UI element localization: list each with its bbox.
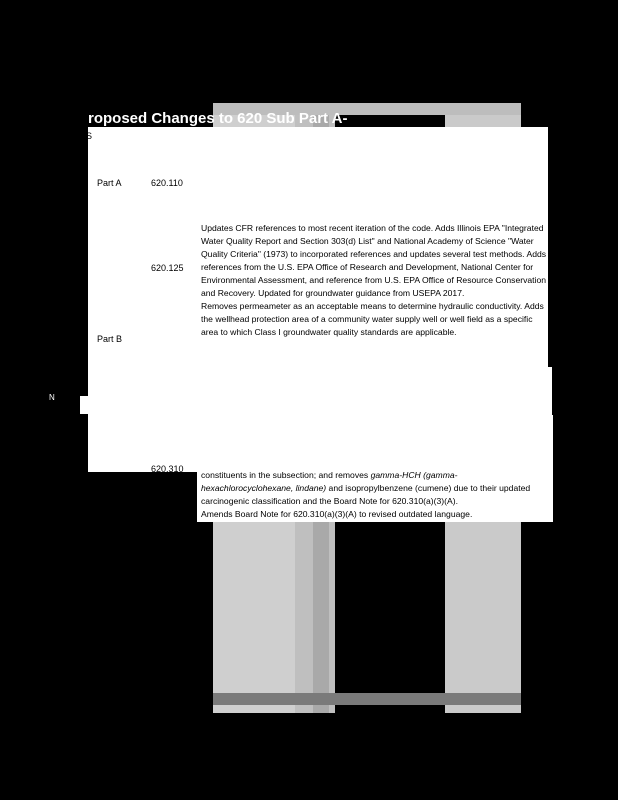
side-marker: N	[49, 393, 55, 402]
slide-title: roposed Changes to 620 Sub Part A-	[88, 110, 348, 127]
stray-letter: S	[86, 131, 93, 141]
description-text: constituents in the subsection; and removes	[201, 470, 371, 480]
description-text: Removes permeameter as an acceptable means to determine hydraulic conductivity. Adds the wellhead protection area of a community water supply well or well field as a specific area to which Class I groundwater quality standards are applicable.	[201, 301, 544, 337]
change-description	[201, 222, 547, 339]
description-italic: gamma-HCH (gamma-hexachlorocyclohexane, lindane)	[201, 470, 458, 493]
white-strip	[548, 367, 552, 415]
description-text: Updates CFR references to most recent iteration of the code. Adds Illinois EPA "Integrated Water Quality Report and Section 303(d) List" and National Academy of Science "Water Quality Criteria" (1973) to incorporated references and updates several test methods. Adds references from the U.S. EPA Office of Research and Development, National Center for Environmental Assessment, and reference from U.S. EPA Office of Resource Conservation and Recovery. Updated for groundwater guidance from USEPA 2017.	[201, 223, 547, 298]
description-text: Amends Board Note for 620.310(a)(3)(A) to revised outdated language.	[201, 509, 473, 519]
background-scrollbar	[213, 693, 521, 705]
part-label: Part A	[97, 178, 122, 188]
part-label: Part B	[97, 334, 123, 344]
description-text: and isopropylbenzene (cumene) due to their updated carcinogenic classification and the Board Note for 620.310(a)(3)(A).	[201, 483, 531, 506]
change-description	[201, 469, 547, 521]
section-number: 620.310	[151, 464, 184, 474]
section-number: 620.125	[151, 263, 184, 273]
section-number: 620.110	[151, 178, 183, 188]
